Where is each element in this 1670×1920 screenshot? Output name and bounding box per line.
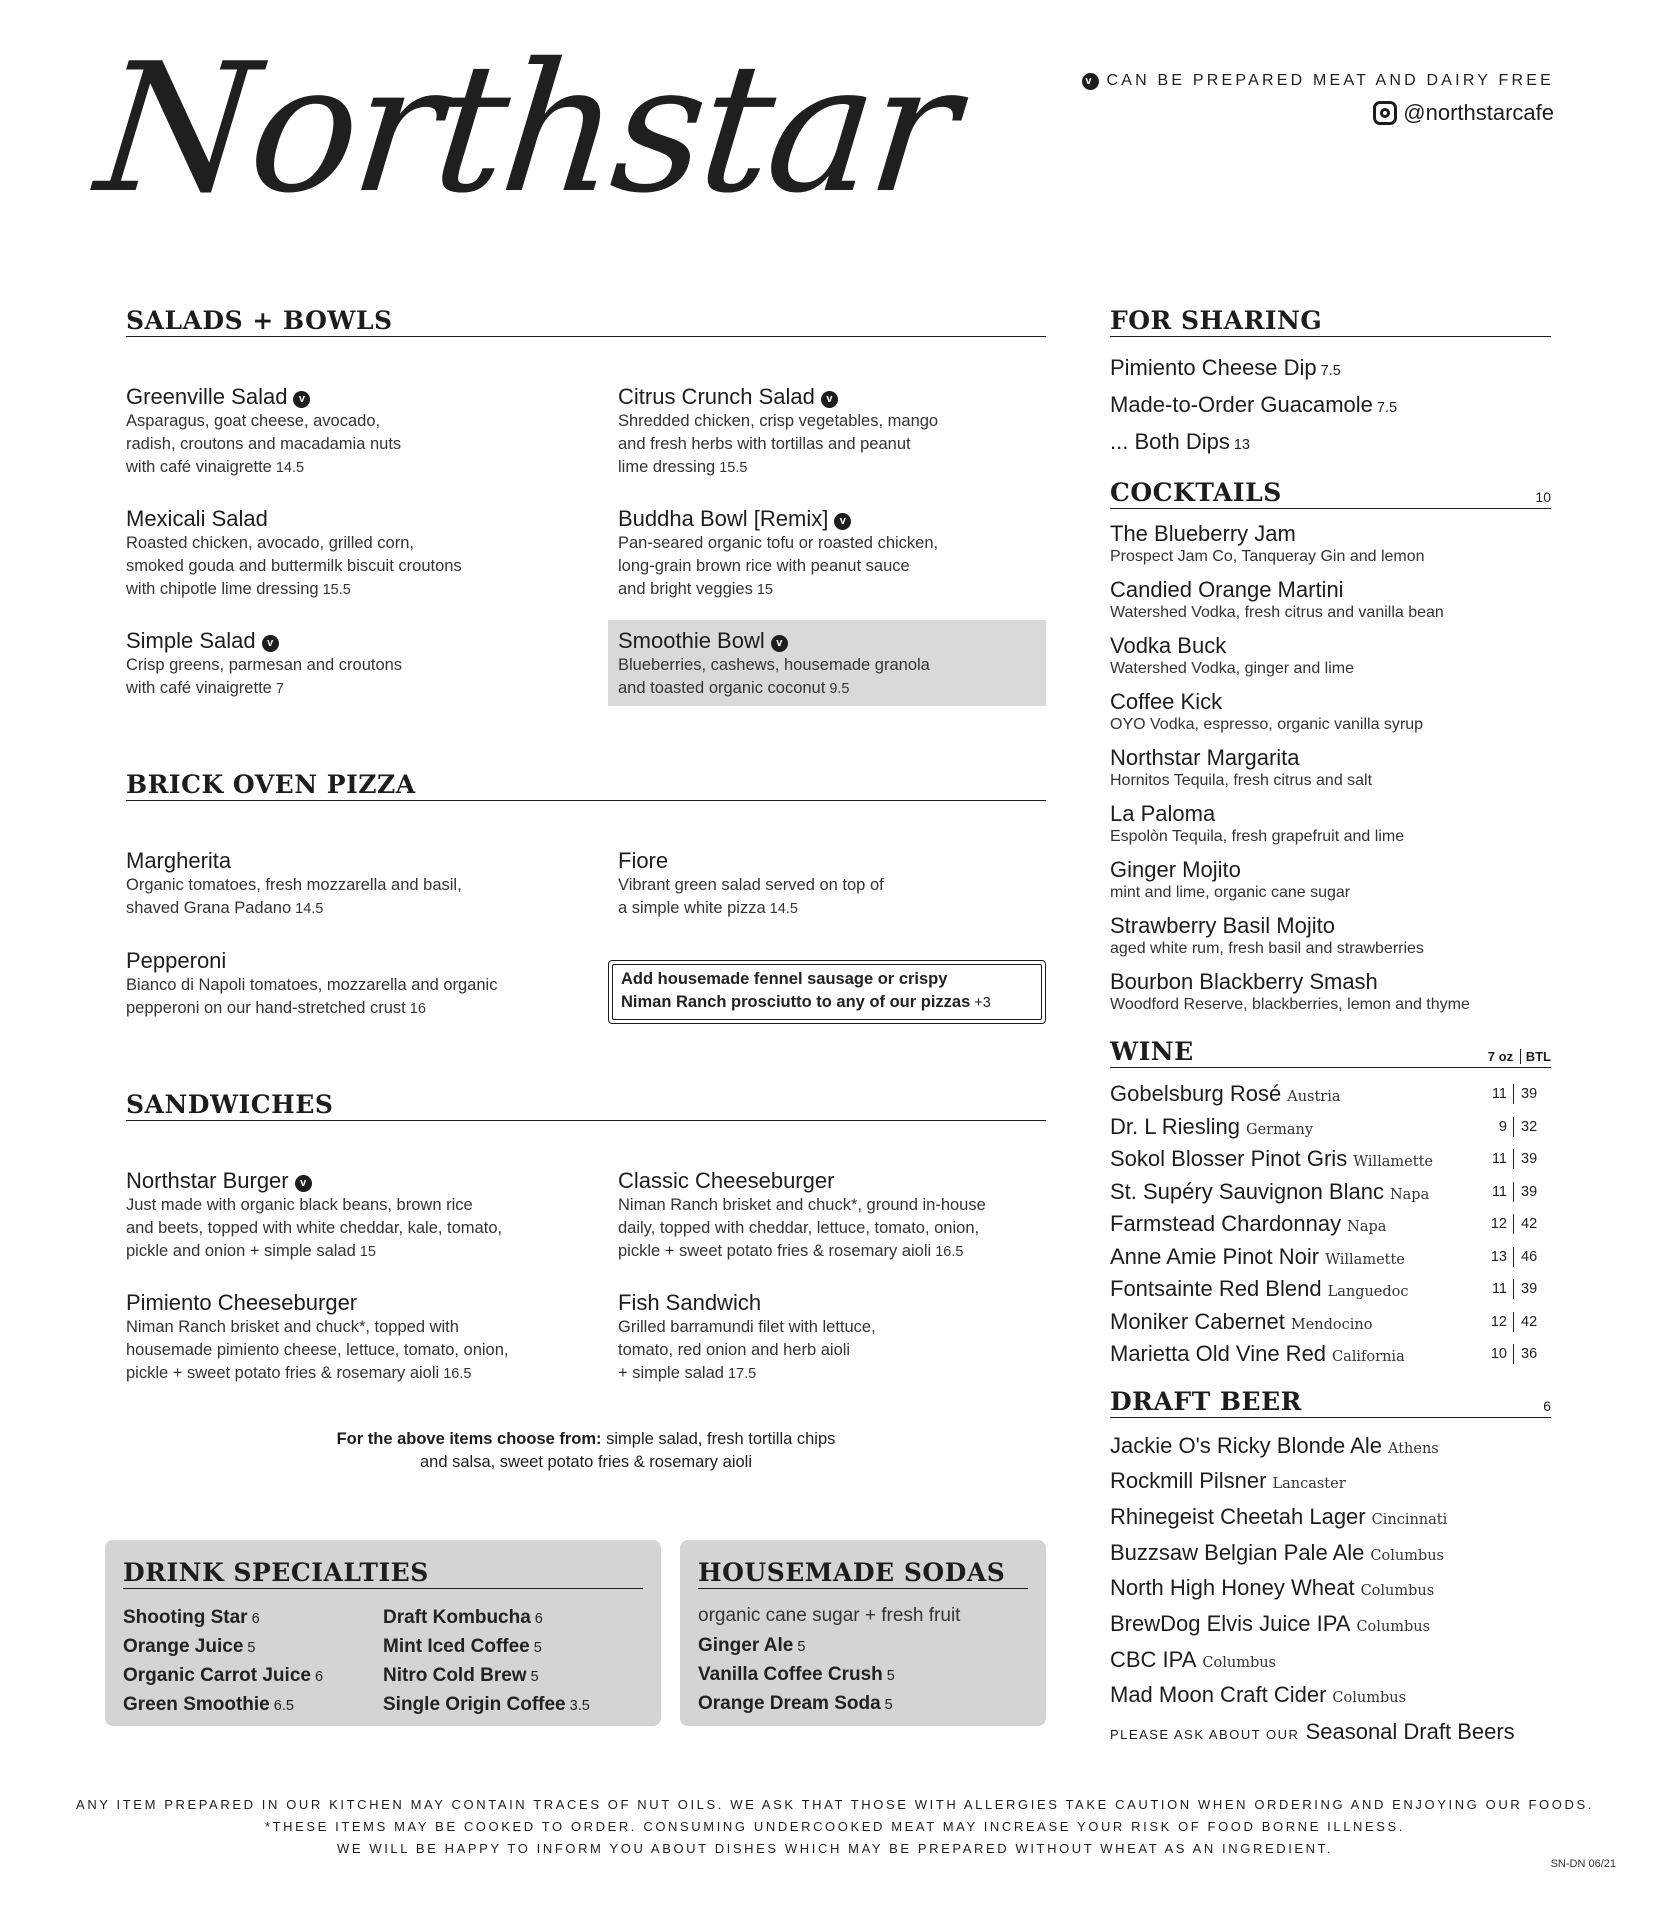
drink-specialties-box — [105, 1540, 661, 1726]
sandwiches-title-text: SANDWICHES — [126, 1090, 334, 1119]
item-desc: tomato, red onion and herb aioli — [618, 1341, 851, 1359]
list-item: Mint Iced Coffee 5 — [383, 1636, 542, 1657]
item-desc: Bianco di Napoli tomatoes, mozzarella and organic — [126, 976, 498, 994]
item-desc: pickle + sweet potato fries & rosemary aioli — [126, 1364, 440, 1382]
section-sandwiches-title — [126, 1090, 1046, 1121]
item-desc: Crisp greens, parmesan and croutons — [126, 656, 403, 674]
item-name: Citrus Crunch Salad — [618, 384, 815, 409]
instagram-icon — [1373, 101, 1397, 125]
pizza-title-text: BRICK OVEN PIZZA — [126, 770, 416, 799]
item-desc: daily, topped with cheddar, lettuce, tomato, onion, — [618, 1219, 980, 1237]
item-desc: Grilled barramundi filet with lettuce, — [618, 1318, 876, 1336]
item-price: 14.5 — [275, 460, 305, 476]
seasonal-beer-note: PLEASE ASK ABOUT OUR Seasonal Draft Beers — [1110, 1719, 1515, 1745]
list-item: Vodka Buck Watershed Vodka, ginger and lime — [1110, 633, 1354, 677]
list-item: Ginger Ale 5 — [698, 1635, 806, 1656]
item-desc: pepperoni on our hand-stretched crust — [126, 999, 406, 1017]
item-name: Buddha Bowl [Remix] — [618, 506, 829, 531]
instagram-text: @northstarcafe — [1403, 100, 1554, 125]
sides-note-text: simple salad, fresh tortilla chips — [606, 1430, 836, 1448]
sides-note-label: For the above items choose from: — [336, 1430, 602, 1448]
drinks-title-text: DRINK SPECIALTIES — [123, 1558, 429, 1587]
item-price: 14.5 — [769, 901, 798, 917]
wine-size-header: 7 oz BTL — [1487, 1049, 1551, 1064]
item-name: Classic Cheeseburger — [618, 1168, 835, 1193]
sodas-title-text: HOUSEMADE SODAS — [698, 1558, 1006, 1587]
item-name: Mexicali Salad — [126, 506, 268, 531]
item-price: 15.5 — [322, 582, 351, 598]
vegan-icon: v — [262, 635, 279, 652]
item-desc: with café vinaigrette — [126, 458, 272, 476]
section-pizza-title — [126, 770, 1046, 801]
item-name: Fiore — [618, 848, 669, 873]
item-price: 15.5 — [719, 460, 748, 476]
list-item: Single Origin Coffee 3.5 — [383, 1694, 590, 1715]
pizza-addon-box — [608, 960, 1046, 1024]
item-name: Simple Salad — [126, 628, 256, 653]
menu-item — [618, 848, 1058, 921]
addon-price: +3 — [974, 995, 991, 1011]
item-price: 9.5 — [829, 681, 850, 697]
table-row: Gobelsburg Rosé Austria 11 39 — [1110, 1078, 1551, 1111]
section-beer-title — [1110, 1387, 1551, 1418]
addon-text: Add housemade fennel sausage or crispy — [621, 970, 948, 988]
disclaimer-line: WE WILL BE HAPPY TO INFORM YOU ABOUT DISHES WHICH MAY BE PREPARED WITHOUT WHEAT AS AN INGREDIENT. — [337, 1841, 1333, 1856]
item-desc: and fresh herbs with tortillas and peanut — [618, 435, 911, 453]
item-desc: housemade pimiento cheese, lettuce, tomato, onion, — [126, 1341, 509, 1359]
item-desc: smoked gouda and buttermilk biscuit croutons — [126, 557, 462, 575]
item-desc: Roasted chicken, avocado, grilled corn, — [126, 534, 414, 552]
list-item: La Paloma Espolòn Tequila, fresh grapefruit and lime — [1110, 801, 1405, 845]
sides-note — [126, 1428, 1046, 1474]
disclaimer-line: ANY ITEM PREPARED IN OUR KITCHEN MAY CONTAIN TRACES OF NUT OILS. WE ASK THAT THOSE WITH ALLERGIES TAKE CAUTION WHEN ORDERING AND ENJOYING OUR FOODS. — [76, 1797, 1594, 1812]
item-name: Fish Sandwich — [618, 1290, 762, 1315]
list-item: Strawberry Basil Mojito aged white rum, fresh basil and strawberries — [1110, 913, 1424, 957]
item-desc: radish, croutons and macadamia nuts — [126, 435, 402, 453]
drinks-col-2 — [383, 1604, 590, 1720]
menu-item — [126, 1168, 596, 1264]
menu-item — [126, 948, 566, 1021]
vegan-icon: v — [834, 513, 851, 530]
table-row: Moniker Cabernet Mendocino 12 42 — [1110, 1306, 1551, 1339]
right-column — [1110, 306, 1551, 1752]
item-desc: Blueberries, cashews, housemade granola — [618, 656, 930, 674]
item-desc: long-grain brown rice with peanut sauce — [618, 557, 910, 575]
menu-item — [126, 848, 566, 921]
section-cocktails-title — [1110, 478, 1551, 509]
item-desc: lime dressing — [618, 458, 716, 476]
item-desc: Asparagus, goat cheese, avocado, — [126, 412, 381, 430]
list-item: ... Both Dips 13 — [1110, 429, 1250, 454]
list-item: Made-to-Order Guacamole 7.5 — [1110, 392, 1398, 417]
list-item: Organic Carrot Juice 6 — [123, 1665, 324, 1686]
item-desc: and toasted organic coconut — [618, 679, 826, 697]
item-price: 15 — [756, 582, 773, 598]
instagram-handle — [1373, 100, 1554, 126]
item-desc: and bright veggies — [618, 580, 753, 598]
item-price: 16.5 — [935, 1244, 964, 1260]
table-row: St. Supéry Sauvignon Blanc Napa 11 39 — [1110, 1176, 1551, 1209]
item-price: 14.5 — [295, 901, 324, 917]
item-price: 15 — [359, 1244, 376, 1260]
list-item: Ginger Mojito mint and lime, organic cane sugar — [1110, 857, 1351, 901]
table-row: Farmstead Chardonnay Napa 12 42 — [1110, 1208, 1551, 1241]
item-price: 7 — [275, 681, 284, 697]
brand-logo: Northstar — [89, 25, 964, 232]
cocktails-title-text: COCKTAILS — [1110, 478, 1282, 507]
section-salads-title — [126, 306, 1046, 337]
list-item: Candied Orange Martini Watershed Vodka, fresh citrus and vanilla bean — [1110, 577, 1444, 621]
menu-item — [126, 1290, 596, 1386]
table-row: Sokol Blosser Pinot Gris Willamette 11 39 — [1110, 1143, 1551, 1176]
list-item: Draft Kombucha 6 — [383, 1607, 543, 1628]
sodas-list — [698, 1632, 895, 1719]
section-sodas-title — [698, 1558, 1028, 1589]
item-name: Pimiento Cheeseburger — [126, 1290, 358, 1315]
cocktails-list — [1110, 509, 1551, 1025]
list-item: Nitro Cold Brew 5 — [383, 1665, 539, 1686]
item-price: 17.5 — [727, 1366, 757, 1382]
item-desc: pickle and onion + simple salad — [126, 1242, 356, 1260]
item-price: 16 — [409, 1001, 426, 1017]
cocktails-price: 10 — [1535, 489, 1551, 505]
item-desc: Niman Ranch brisket and chuck*, topped with — [126, 1318, 459, 1336]
sharing-list — [1110, 337, 1551, 462]
item-name: Pepperoni — [126, 948, 227, 973]
list-item: Rhinegeist Cheetah Lager Cincinnati — [1110, 1503, 1448, 1529]
list-item: Northstar Margarita Hornitos Tequila, fresh citrus and salt — [1110, 745, 1373, 789]
disclaimer-line: *THESE ITEMS MAY BE COOKED TO ORDER. CONSUMING UNDERCOOKED MEAT MAY INCREASE YOUR RISK OF FOOD BORNE ILLNESS. — [264, 1819, 1406, 1834]
section-wine-title — [1110, 1037, 1551, 1068]
item-desc: a simple white pizza — [618, 899, 766, 917]
item-name: Smoothie Bowl — [618, 628, 765, 653]
vegan-icon: v — [771, 635, 788, 652]
item-desc: and beets, topped with white cheddar, kale, tomato, — [126, 1219, 503, 1237]
item-desc: with chipotle lime dressing — [126, 580, 319, 598]
vegan-note — [1082, 72, 1555, 90]
list-item: North High Honey Wheat Columbus — [1110, 1575, 1435, 1601]
list-item: CBC IPA Columbus — [1110, 1646, 1277, 1672]
list-item: Coffee Kick OYO Vodka, espresso, organic vanilla syrup — [1110, 689, 1424, 733]
menu-item — [618, 506, 1058, 602]
item-desc: Niman Ranch brisket and chuck*, ground in-house — [618, 1196, 986, 1214]
vegan-icon: v — [1082, 73, 1099, 90]
item-desc: pickle + sweet potato fries & rosemary aioli — [618, 1242, 932, 1260]
section-sharing-title — [1110, 306, 1551, 337]
menu-item — [618, 628, 1058, 701]
sodas-subtitle: organic cane sugar + fresh fruit — [698, 1605, 961, 1626]
item-desc: Organic tomatoes, fresh mozzarella and basil, — [126, 876, 462, 894]
beer-list — [1110, 1418, 1551, 1753]
table-row: Marietta Old Vine Red California 10 36 — [1110, 1338, 1551, 1371]
vegan-icon: v — [295, 1175, 312, 1192]
menu-item — [618, 384, 1058, 480]
item-desc: Just made with organic black beans, brown rice — [126, 1196, 473, 1214]
section-drinks-title — [123, 1558, 643, 1589]
item-name: Northstar Burger — [126, 1168, 289, 1193]
wine-list — [1110, 1068, 1551, 1371]
list-item: Bourbon Blackberry Smash Woodford Reserve, blackberries, lemon and thyme — [1110, 969, 1470, 1013]
item-desc: Shredded chicken, crisp vegetables, mango — [618, 412, 939, 430]
wine-title-text: WINE — [1110, 1037, 1194, 1066]
drinks-col-1 — [123, 1604, 323, 1720]
list-item: Mad Moon Craft Cider Columbus — [1110, 1682, 1407, 1708]
item-name: Margherita — [126, 848, 232, 873]
table-row: Fontsainte Red Blend Languedoc 11 39 — [1110, 1273, 1551, 1306]
list-item: BrewDog Elvis Juice IPA Columbus — [1110, 1611, 1431, 1637]
addon-text: Niman Ranch prosciutto to any of our pizzas — [621, 993, 971, 1011]
table-row: Anne Amie Pinot Noir Willamette 13 46 — [1110, 1241, 1551, 1274]
salads-title-text: SALADS + BOWLS — [126, 306, 393, 335]
item-desc: with café vinaigrette — [126, 679, 272, 697]
menu-item — [126, 384, 566, 480]
beer-price: 6 — [1543, 1397, 1551, 1414]
item-desc: shaved Grana Padano — [126, 899, 292, 917]
list-item: Jackie O's Ricky Blonde Ale Athens — [1110, 1432, 1439, 1458]
item-name: Greenville Salad — [126, 384, 288, 409]
list-item: Orange Juice 5 — [123, 1636, 256, 1657]
list-item: Vanilla Coffee Crush 5 — [698, 1664, 895, 1685]
item-price: 16.5 — [443, 1366, 472, 1382]
list-item: The Blueberry Jam Prospect Jam Co, Tanqueray Gin and lemon — [1110, 521, 1425, 565]
vegan-note-text: CAN BE PREPARED MEAT AND DAIRY FREE — [1106, 72, 1554, 89]
list-item: Shooting Star 6 — [123, 1607, 260, 1628]
list-item: Green Smoothie 6.5 — [123, 1694, 294, 1715]
table-row: Dr. L Riesling Germany 9 32 — [1110, 1111, 1551, 1144]
vegan-icon: v — [821, 391, 838, 408]
housemade-sodas-box — [680, 1540, 1046, 1726]
item-desc: + simple salad — [618, 1364, 724, 1382]
menu-item — [618, 1168, 1058, 1264]
beer-title-text: DRAFT BEER — [1110, 1386, 1302, 1416]
allergy-disclaimer — [0, 1794, 1670, 1860]
vegan-icon: v — [293, 391, 310, 408]
sharing-title-text: FOR SHARING — [1110, 306, 1323, 335]
list-item: Orange Dream Soda 5 — [698, 1693, 893, 1714]
menu-item — [126, 628, 566, 701]
sides-note-text: and salsa, sweet potato fries & rosemary aioli — [420, 1453, 752, 1471]
menu-item — [618, 1290, 1058, 1386]
list-item: Buzzsaw Belgian Pale Ale Columbus — [1110, 1539, 1444, 1565]
list-item: Pimiento Cheese Dip 7.5 — [1110, 355, 1341, 380]
item-desc: Vibrant green salad served on top of — [618, 876, 884, 894]
item-desc: Pan-seared organic tofu or roasted chicken, — [618, 534, 939, 552]
list-item: Rockmill Pilsner Lancaster — [1110, 1468, 1346, 1494]
menu-item — [126, 506, 566, 602]
menu-code: SN-DN 06/21 — [1550, 1858, 1616, 1870]
